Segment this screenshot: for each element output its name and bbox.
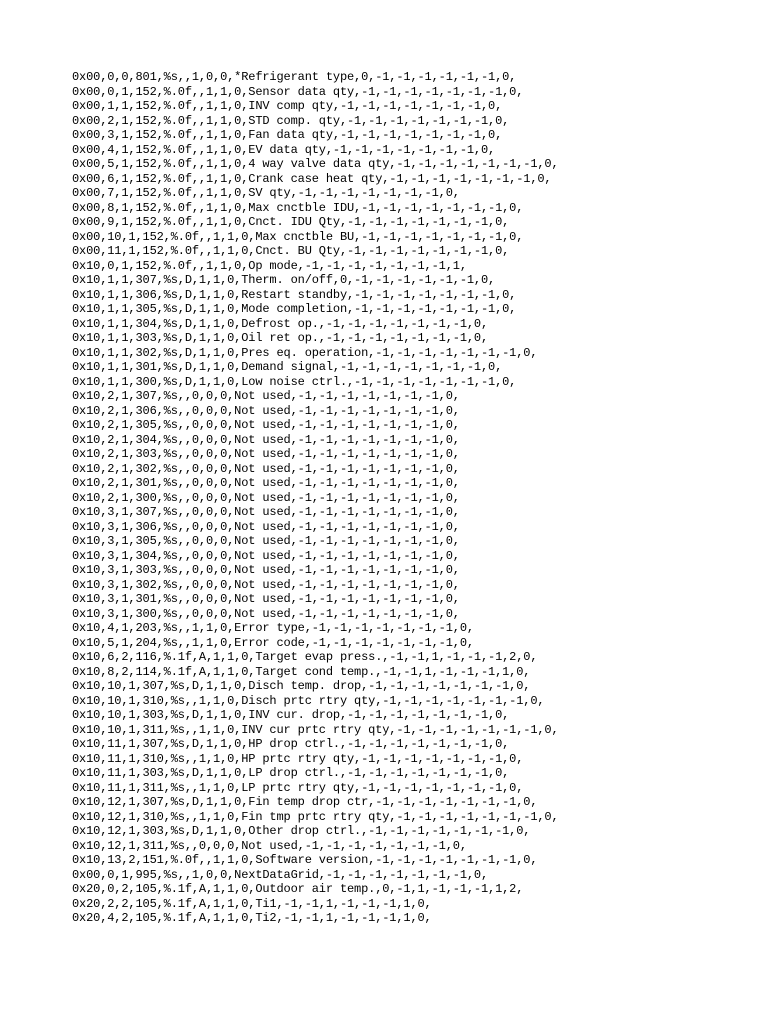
text-line: 0x10,5,1,204,%s,,1,1,0,Error code,-1,-1,-1,-1,-1,-1,-1,0, — [72, 635, 474, 650]
text-line: 0x10,1,1,305,%s,D,1,1,0,Mode completion,-1,-1,-1,-1,-1,-1,-1,0, — [72, 302, 517, 316]
text-line: 0x10,11,1,311,%s,,1,1,0,LP prtc rtry qty,-1,-1,-1,-1,-1,-1,-1,0, — [72, 780, 524, 795]
text-line: 0x00,11,1,152,%.0f,,1,1,0,Cnct. BU Qty,-1,-1,-1,-1,-1,-1,-1,0, — [72, 244, 510, 258]
text-line: 0x10,2,1,302,%s,,0,0,0,Not used,-1,-1,-1,-1,-1,-1,-1,0, — [72, 461, 460, 476]
document-page — [72, 70, 752, 926]
text-line: 0x00,3,1,152,%.0f,,1,1,0,Fan data qty,-1,-1,-1,-1,-1,-1,-1,0, — [72, 128, 503, 142]
text-line: 0x20,4,2,105,%.1f,A,1,1,0,Ti2,-1,-1,1,-1,-1,-1,1,0, — [72, 911, 432, 925]
text-line: 0x10,3,1,306,%s,,0,0,0,Not used,-1,-1,-1,-1,-1,-1,-1,0, — [72, 519, 460, 534]
text-line: 0x10,10,1,307,%s,D,1,1,0,Disch temp. drop,-1,-1,-1,-1,-1,-1,-1,0, — [72, 679, 531, 693]
text-line: 0x10,12,1,303,%s,D,1,1,0,Other drop ctrl.,-1,-1,-1,-1,-1,-1,-1,0, — [72, 824, 531, 838]
text-line: 0x10,1,1,302,%s,D,1,1,0,Pres eq. operation,-1,-1,-1,-1,-1,-1,-1,0, — [72, 345, 538, 360]
text-line: 0x00,7,1,152,%.0f,,1,1,0,SV qty,-1,-1,-1,-1,-1,-1,-1,0, — [72, 186, 460, 200]
text-line: 0x10,1,1,307,%s,D,1,1,0,Therm. on/off,0,-1,-1,-1,-1,-1,-1,0, — [72, 273, 496, 287]
text-line: 0x10,1,1,304,%s,D,1,1,0,Defrost op.,-1,-1,-1,-1,-1,-1,-1,0, — [72, 316, 489, 331]
text-line: 0x10,3,1,301,%s,,0,0,0,Not used,-1,-1,-1,-1,-1,-1,-1,0, — [72, 592, 460, 606]
text-line: 0x10,10,1,311,%s,,1,1,0,INV cur prtc rtry qty,-1,-1,-1,-1,-1,-1,-1,0, — [72, 722, 559, 737]
text-line: 0x00,6,1,152,%.0f,,1,1,0,Crank case heat qty,-1,-1,-1,-1,-1,-1,-1,0, — [72, 171, 552, 186]
text-line: 0x20,2,2,105,%.1f,A,1,1,0,Ti1,-1,-1,1,-1,-1,-1,1,0, — [72, 896, 432, 911]
text-line: 0x10,2,1,303,%s,,0,0,0,Not used,-1,-1,-1,-1,-1,-1,-1,0, — [72, 447, 460, 461]
text-line: 0x00,9,1,152,%.0f,,1,1,0,Cnct. IDU Qty,-1,-1,-1,-1,-1,-1,-1,0, — [72, 215, 510, 229]
text-line: 0x10,3,1,302,%s,,0,0,0,Not used,-1,-1,-1,-1,-1,-1,-1,0, — [72, 577, 460, 592]
text-line: 0x10,1,1,303,%s,D,1,1,0,Oil ret op.,-1,-1,-1,-1,-1,-1,-1,0, — [72, 331, 489, 345]
text-line: 0x10,2,1,301,%s,,0,0,0,Not used,-1,-1,-1,-1,-1,-1,-1,0, — [72, 476, 460, 490]
text-line: 0x00,8,1,152,%.0f,,1,1,0,Max cnctble IDU,-1,-1,-1,-1,-1,-1,-1,0, — [72, 200, 524, 215]
text-line: 0x00,0,0,801,%s,,1,0,0,*Refrigerant type,0,-1,-1,-1,-1,-1,-1,0, — [72, 70, 517, 84]
text-line: 0x10,2,1,300,%s,,0,0,0,Not used,-1,-1,-1,-1,-1,-1,-1,0, — [72, 490, 460, 505]
text-line: 0x00,0,1,152,%.0f,,1,1,0,Sensor data qty,-1,-1,-1,-1,-1,-1,-1,0, — [72, 84, 524, 99]
text-line: 0x10,12,1,307,%s,D,1,1,0,Fin temp drop ctr,-1,-1,-1,-1,-1,-1,-1,0, — [72, 795, 538, 809]
text-line: 0x00,10,1,152,%.0f,,1,1,0,Max cnctble BU,-1,-1,-1,-1,-1,-1,-1,0, — [72, 229, 524, 244]
text-line: 0x00,4,1,152,%.0f,,1,1,0,EV data qty,-1,-1,-1,-1,-1,-1,-1,0, — [72, 142, 496, 157]
text-line: 0x10,3,1,300,%s,,0,0,0,Not used,-1,-1,-1,-1,-1,-1,-1,0, — [72, 606, 460, 621]
text-line: 0x10,4,1,203,%s,,1,1,0,Error type,-1,-1,-1,-1,-1,-1,-1,0, — [72, 621, 474, 635]
text-line: 0x00,2,1,152,%.0f,,1,1,0,STD comp. qty,-1,-1,-1,-1,-1,-1,-1,0, — [72, 113, 510, 128]
text-line: 0x10,6,2,116,%.1f,A,1,1,0,Target evap press.,-1,-1,1,-1,-1,-1,2,0, — [72, 650, 538, 664]
text-line: 0x10,13,2,151,%.0f,,1,1,0,Software version,-1,-1,-1,-1,-1,-1,-1,0, — [72, 853, 538, 867]
text-line: 0x10,12,1,310,%s,,1,1,0,Fin tmp prtc rtry qty,-1,-1,-1,-1,-1,-1,-1,0, — [72, 809, 559, 824]
text-line: 0x10,3,1,304,%s,,0,0,0,Not used,-1,-1,-1,-1,-1,-1,-1,0, — [72, 548, 460, 563]
text-line: 0x10,2,1,307,%s,,0,0,0,Not used,-1,-1,-1,-1,-1,-1,-1,0, — [72, 389, 460, 403]
text-line: 0x10,11,1,310,%s,,1,1,0,HP prtc rtry qty,-1,-1,-1,-1,-1,-1,-1,0, — [72, 751, 524, 766]
text-line: 0x10,8,2,114,%.1f,A,1,1,0,Target cond temp.,-1,-1,1,-1,-1,-1,1,0, — [72, 664, 531, 679]
text-line: 0x10,2,1,305,%s,,0,0,0,Not used,-1,-1,-1,-1,-1,-1,-1,0, — [72, 418, 460, 432]
text-line: 0x10,3,1,303,%s,,0,0,0,Not used,-1,-1,-1,-1,-1,-1,-1,0, — [72, 563, 460, 577]
text-line: 0x10,12,1,311,%s,,0,0,0,Not used,-1,-1,-1,-1,-1,-1,-1,0, — [72, 838, 467, 853]
text-line: 0x20,0,2,105,%.1f,A,1,1,0,Outdoor air temp.,0,-1,1,-1,-1,-1,1,2, — [72, 882, 524, 896]
text-line: 0x10,11,1,307,%s,D,1,1,0,HP drop ctrl.,-1,-1,-1,-1,-1,-1,-1,0, — [72, 737, 510, 751]
text-line: 0x10,2,1,304,%s,,0,0,0,Not used,-1,-1,-1,-1,-1,-1,-1,0, — [72, 432, 460, 447]
text-line: 0x00,1,1,152,%.0f,,1,1,0,INV comp qty,-1,-1,-1,-1,-1,-1,-1,0, — [72, 99, 503, 113]
text-line: 0x10,3,1,305,%s,,0,0,0,Not used,-1,-1,-1,-1,-1,-1,-1,0, — [72, 534, 460, 548]
text-line: 0x10,2,1,306,%s,,0,0,0,Not used,-1,-1,-1,-1,-1,-1,-1,0, — [72, 403, 460, 418]
text-line: 0x10,1,1,306,%s,D,1,1,0,Restart standby,-1,-1,-1,-1,-1,-1,-1,0, — [72, 287, 517, 302]
text-line: 0x00,5,1,152,%.0f,,1,1,0,4 way valve data qty,-1,-1,-1,-1,-1,-1,-1,0, — [72, 157, 559, 171]
text-line: 0x10,1,1,300,%s,D,1,1,0,Low noise ctrl.,-1,-1,-1,-1,-1,-1,-1,0, — [72, 374, 517, 389]
text-line: 0x10,10,1,303,%s,D,1,1,0,INV cur. drop,-1,-1,-1,-1,-1,-1,-1,0, — [72, 708, 510, 722]
text-line: 0x00,0,1,995,%s,,1,0,0,NextDataGrid,-1,-1,-1,-1,-1,-1,-1,0, — [72, 867, 489, 882]
text-line: 0x10,1,1,301,%s,D,1,1,0,Demand signal,-1,-1,-1,-1,-1,-1,-1,0, — [72, 360, 503, 374]
text-line: 0x10,11,1,303,%s,D,1,1,0,LP drop ctrl.,-1,-1,-1,-1,-1,-1,-1,0, — [72, 766, 510, 780]
text-line: 0x10,0,1,152,%.0f,,1,1,0,Op mode,-1,-1,-1,-1,-1,-1,-1,1, — [72, 258, 467, 273]
text-line: 0x10,10,1,310,%s,,1,1,0,Disch prtc rtry qty,-1,-1,-1,-1,-1,-1,-1,0, — [72, 693, 545, 708]
text-line: 0x10,3,1,307,%s,,0,0,0,Not used,-1,-1,-1,-1,-1,-1,-1,0, — [72, 505, 460, 519]
